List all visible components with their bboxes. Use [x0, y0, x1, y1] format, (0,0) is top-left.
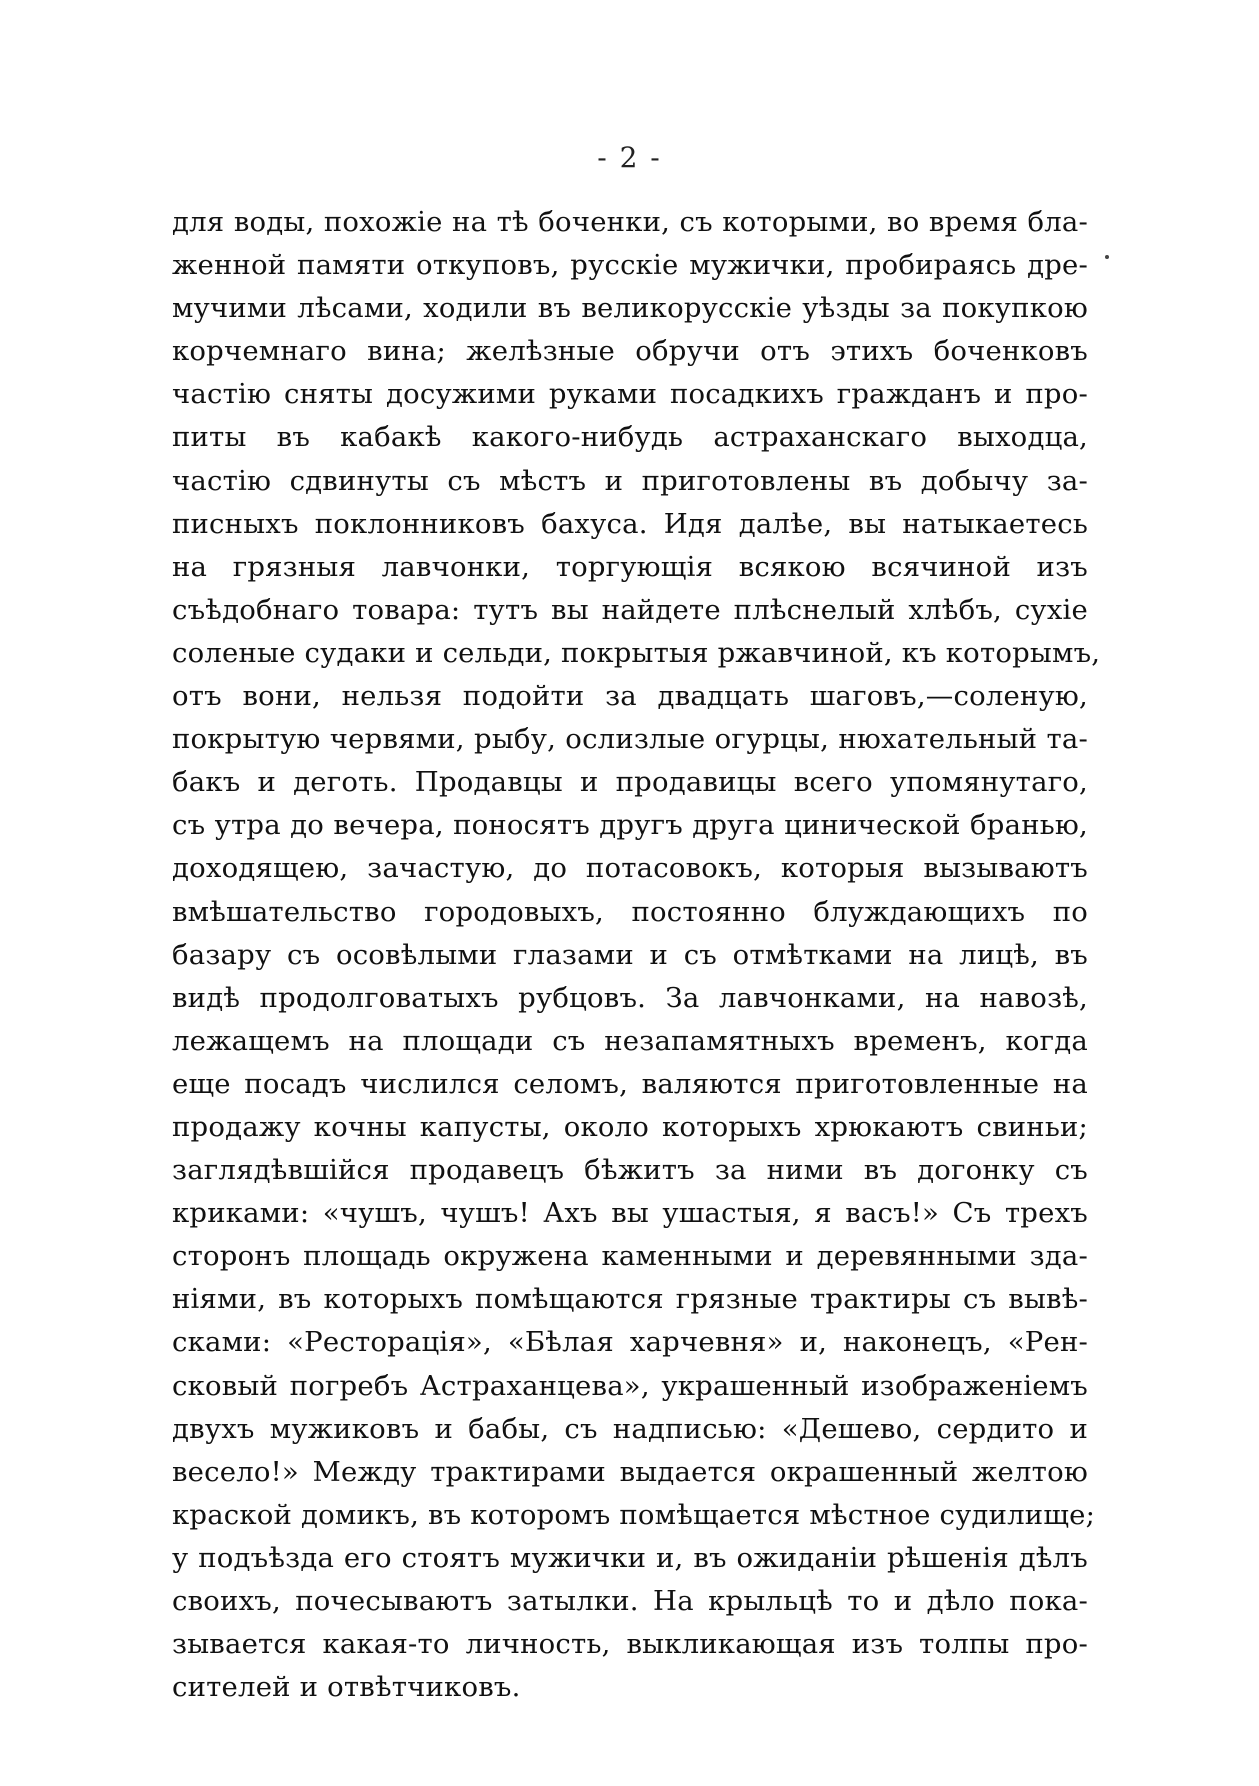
text-line: своихъ, почесываютъ затылки. На крыльцѣ то и дѣло пока- — [172, 1585, 1088, 1617]
text-line: базару съ осовѣлыми глазами и съ отмѣтками на лицѣ, въ — [172, 938, 1088, 971]
text-line: вмѣшательство городовыхъ, постоянно блуждающихъ по — [172, 895, 1088, 928]
text-line: видѣ продолговатыхъ рубцовъ. За лавчонками, на навозѣ, — [172, 981, 1088, 1014]
text-line: мучими лѣсами, ходили въ великорусскіе уѣзды за покупкою — [172, 292, 1088, 325]
text-line: отъ вони, нельзя подойти за двадцать шаговъ,—соленую, — [172, 680, 1088, 713]
text-line: сковый погребъ Астраханцева», украшенный изображеніемъ — [172, 1369, 1088, 1402]
text-line: еще посадъ числился селомъ, валяются приготовленные на — [172, 1067, 1088, 1100]
text-line: сителей и отвѣтчиковъ. — [172, 1671, 521, 1704]
text-line: краской домикъ, въ которомъ помѣщается мѣстное судилище; — [172, 1498, 1096, 1531]
text-line: доходящею, зачастую, до потасовокъ, которыя вызываютъ — [172, 852, 1088, 885]
text-line: съѣдобнаго товара: тутъ вы найдете плѣснелый хлѣбъ, сухіе — [172, 593, 1088, 626]
text-line: зывается какая-то личность, выкликающая изъ толпы про- — [172, 1628, 1088, 1661]
text-line: весело!» Между трактирами выдается окрашенный желтою — [172, 1455, 1088, 1488]
text-line: для воды, похожіе на тѣ боченки, съ которыми, во время бла- — [172, 206, 1088, 238]
text-line: писныхъ поклонниковъ бахуса. Идя далѣе, вы натыкаетесь — [172, 507, 1088, 540]
text-line: питы въ кабакѣ какого-нибудь астраханскаго выходца, — [172, 421, 1088, 454]
text-line: покрытую червями, рыбу, ослизлые огурцы, нюхательный та- — [172, 723, 1088, 756]
text-line: ніями, въ которыхъ помѣщаются грязные трактиры съ вывѣ- — [172, 1283, 1088, 1316]
text-line: частію сняты досужими руками посадкихъ гражданъ и про- — [172, 378, 1088, 411]
text-line: двухъ мужиковъ и бабы, съ надписью: «Дешево, сердито и — [172, 1412, 1088, 1445]
text-line: продажу кочны капусты, около которыхъ хрюкаютъ свиньи; — [172, 1110, 1088, 1143]
text-line: заглядѣвшійся продавецъ бѣжитъ за ними въ догонку съ — [172, 1154, 1088, 1187]
page-number: - 2 - — [597, 141, 662, 174]
text-line: лежащемъ на площади съ незапамятныхъ временъ, когда — [172, 1024, 1088, 1057]
body-text — [172, 201, 1101, 1709]
text-line: на грязныя лавчонки, торгующія всякою всячиной изъ — [172, 550, 1088, 583]
text-line: частію сдвинуты съ мѣстъ и приготовлены въ добычу за- — [172, 464, 1088, 497]
text-line: соленые судаки и сельди, покрытыя ржавчиной, къ которымъ, — [172, 636, 1101, 669]
text-line: сторонъ площадь окружена каменными и деревянными зда- — [172, 1240, 1088, 1273]
text-line: съ утра до вечера, поносятъ другъ друга циничеcкой бранью, — [172, 809, 1088, 842]
text-line: у подъѣзда его стоятъ мужички и, въ ожиданіи рѣшенія дѣлъ — [172, 1541, 1088, 1574]
text-line: корчемнаго вина; желѣзные обручи отъ этихъ боченковъ — [172, 335, 1088, 368]
text-line: бакъ и деготь. Продавцы и продавицы всего упомянутаго, — [172, 766, 1088, 799]
text-line: женной памяти откуповъ, русскіе мужички, пробираясь дре- — [172, 249, 1088, 282]
text-line: криками: «чушъ, чушъ! Ахъ вы ушастыя, я васъ!» Съ трехъ — [172, 1197, 1088, 1230]
text-line: сками: «Ресторація», «Бѣлая харчевня» и, наконецъ, «Рен- — [172, 1326, 1088, 1359]
ink-speck — [1105, 255, 1109, 259]
